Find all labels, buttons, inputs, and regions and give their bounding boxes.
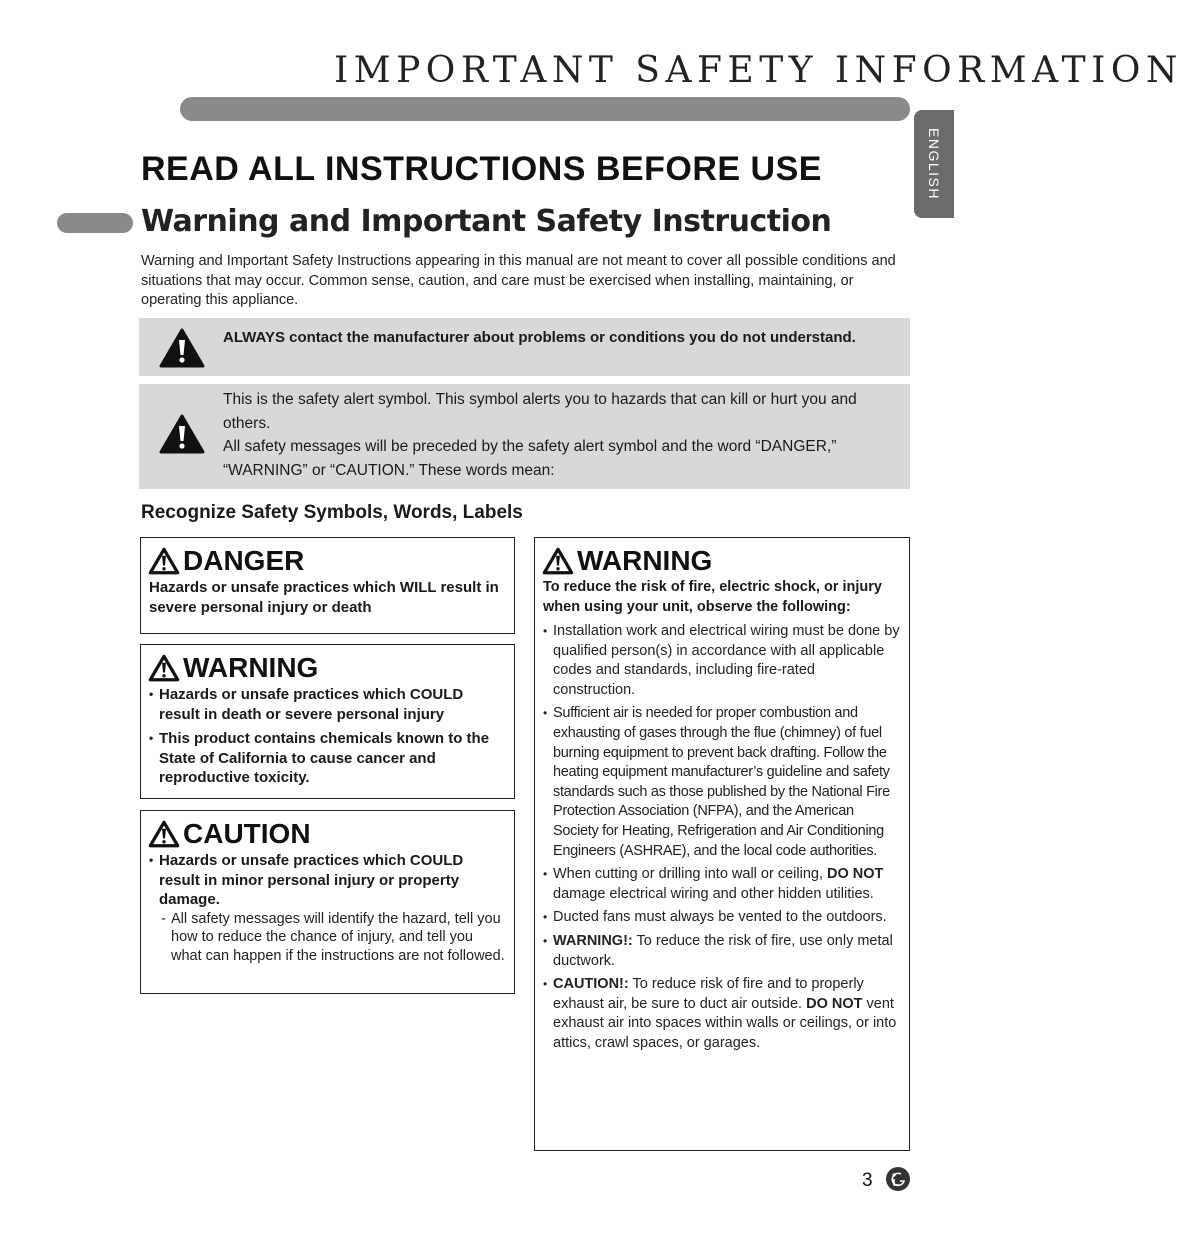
warning-triangle-icon [543,548,573,574]
item-text: damage electrical wiring and other hidden utilities. [553,885,874,902]
list-item: • Installation work and electrical wiring must be done by qualified person(s) in accordance with all applicable codes and standards, including fire-rated construction. [543,622,901,700]
item-text: To reduce risk of fire and to properly exhaust air, be sure to duct air outside. [553,976,864,1012]
warning-triangle-icon [159,414,205,454]
alert-symbol-line-1: This is the safety alert symbol. This symbol alerts you to hazards that can kill or hurt you and others. [223,391,857,432]
language-tab-label: ENGLISH [926,128,942,200]
list-item: • Hazards or unsafe practices which COULD result in minor personal injury or property damage. [149,851,506,910]
danger-title [149,544,506,578]
alert-box-contact [139,318,910,376]
item-emphasis: DO NOT [806,995,863,1012]
main-heading: READ ALL INSTRUCTIONS BEFORE USE [141,150,822,188]
warning-box-right [534,537,910,1151]
list-item [543,932,901,971]
list-item [543,975,901,1053]
danger-text: Hazards or unsafe practices which WILL result in severe personal injury or death [149,579,499,616]
item-text: When cutting or drilling into wall or ceiling, [553,866,828,883]
warning-triangle-icon [159,328,205,368]
item-emphasis: WARNING!: [553,932,633,949]
intro-paragraph: Warning and Important Safety Instructions appearing in this manual are not meant to cover all possible conditions and situations that may occur. Common sense, caution, and care must be exercised when installing, maintaining, or operating this appliance. [141,253,896,308]
alert-box-symbol-text [223,388,908,482]
list-item: • Ducted fans must always be vented to the outdoors. [543,908,901,928]
danger-title-label: DANGER [183,545,305,576]
recognize-heading: Recognize Safety Symbols, Words, Labels [141,502,523,523]
list-sub-item: - All safety messages will identify the hazard, tell you how to reduce the chance of injury, and tell you what can happen if the instructions are not followed. [149,910,506,966]
warning-triangle-icon [149,655,179,681]
list-item: • This product contains chemicals known to the State of California to cause cancer and reproductive toxicity. [149,729,506,788]
page-section-title: IMPORTANT SAFETY INFORMATION [334,50,1183,91]
warning-triangle-icon [149,548,179,574]
warning-intro: To reduce the risk of fire, electric shock, or injury when using your unit, observe the following: [543,579,882,615]
list-item: • Sufficient air is needed for proper combustion and exhausting of gases through the flue (chimney) of fuel burning equipment to prevent back drafting. Follow the heating equipment manufacturer’s guideline and safety standards such as those published by the National Fire Protection Association (NFPA), and the American Society for Heating, Refrigeration and Air Conditioning Engineers (ASHRAE), and the local code authorities. [543,704,901,861]
item-emphasis: CAUTION!: [553,976,629,993]
list-item [543,865,901,904]
header-bar [180,97,910,121]
item-text: To reduce the risk of fire, use only metal ductwork. [553,932,893,969]
warning-title-label: WARNING [183,652,319,683]
item-text: vent exhaust air into spaces within walls or ceilings, or into attics, crawl spaces, or garages. [553,995,897,1051]
warning-box-left [140,644,515,799]
alert-box-symbol [139,384,910,489]
warning-title-label: WARNING [577,545,713,576]
warning-title [149,651,506,685]
alert-symbol-line-2: All safety messages will be preceded by the safety alert symbol and the word “DANGER,” “WARNING” or “CAUTION.” These words mean: [223,438,837,479]
warning-triangle-icon [149,821,179,847]
page-number: 3 [862,1170,873,1191]
language-tab [914,110,954,218]
lg-logo-icon [885,1166,911,1192]
item-emphasis: DO NOT [827,866,884,883]
section-marker [57,213,133,233]
list-item: • Hazards or unsafe practices which COULD result in death or severe personal injury [149,685,506,724]
warning-title [543,544,901,578]
sub-heading: Warning and Important Safety Instruction [141,204,832,239]
caution-title-label: CAUTION [183,818,311,849]
alert-box-contact-text: ALWAYS contact the manufacturer about problems or conditions you do not understand. [223,329,856,346]
caution-box [140,810,515,994]
danger-box [140,537,515,634]
caution-title [149,817,506,851]
